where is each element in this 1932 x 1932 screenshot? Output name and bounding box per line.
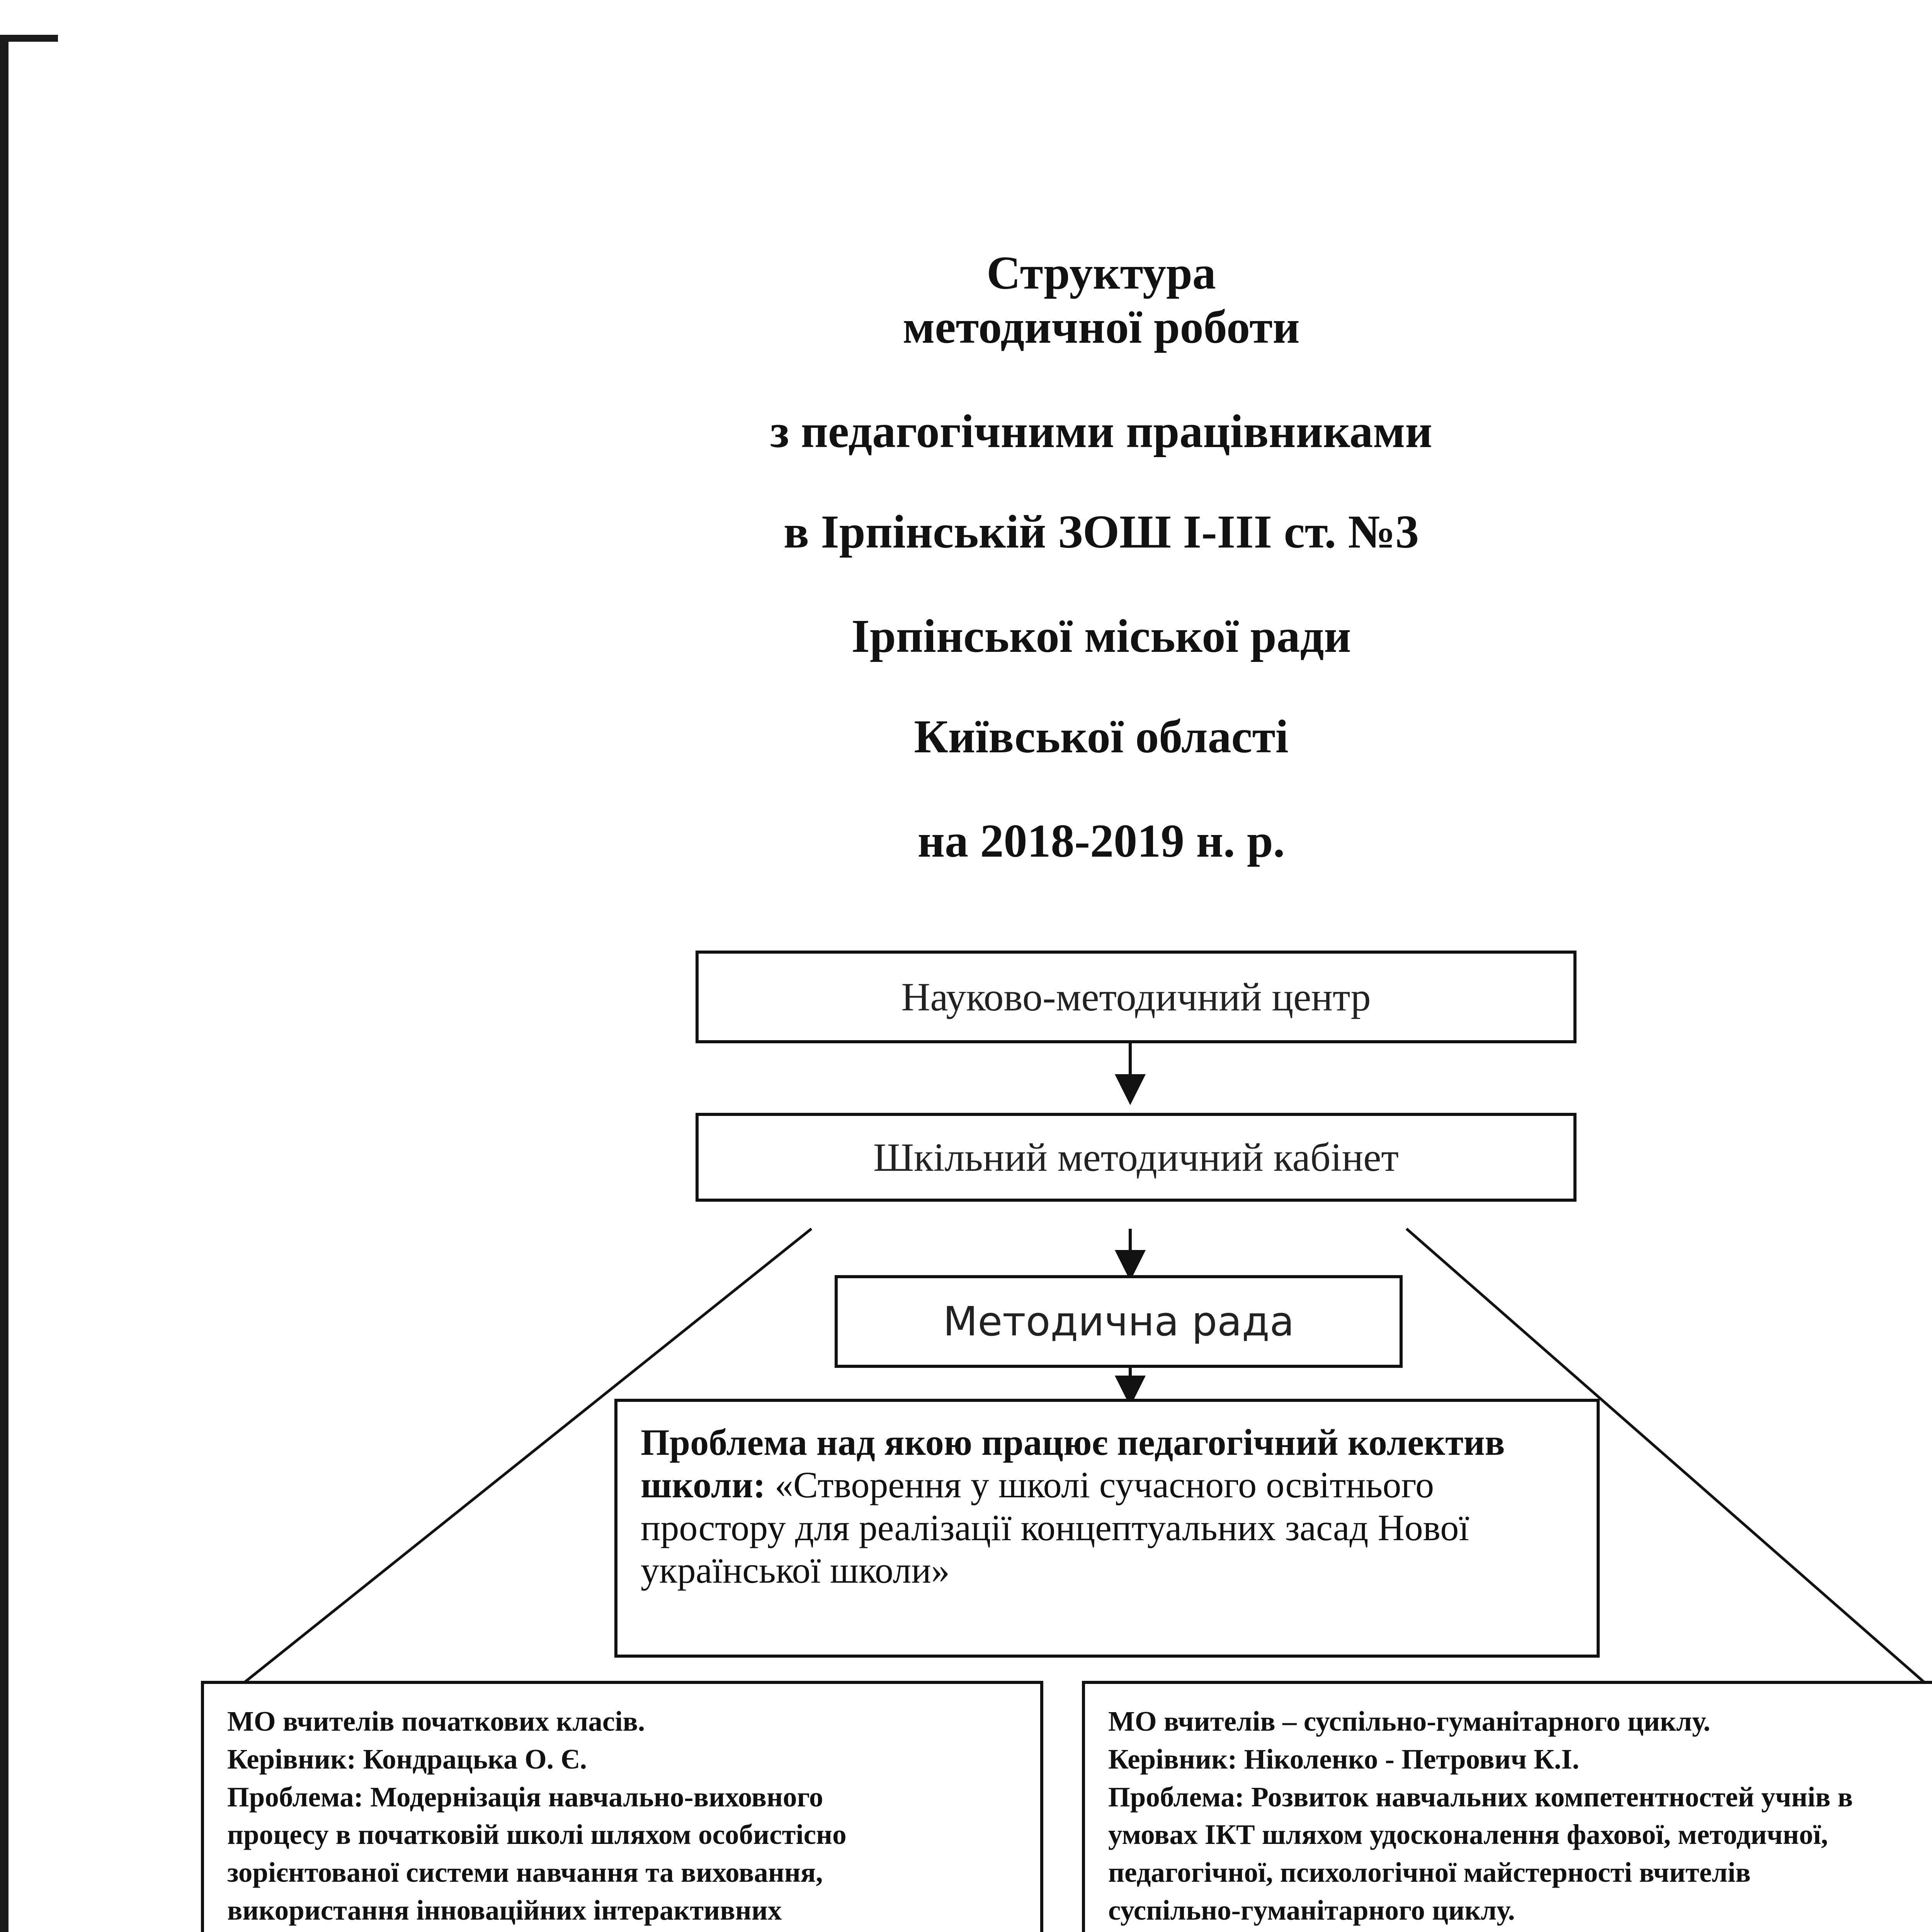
- title-line-5: Ірпінської міської ради: [851, 610, 1351, 662]
- mo-line: суспільно-гуманітарного циклу.: [1108, 1895, 1515, 1926]
- council-label: Методична рада: [943, 1298, 1294, 1345]
- mo-line: зорієнтованої системи навчання та виховання,: [227, 1857, 823, 1888]
- scientific-methodical-center-box: [696, 951, 1577, 1043]
- mo-line: МО вчителів – суспільно-гуманітарного циклу.: [1108, 1706, 1711, 1737]
- title-line-7: на 2018-2019 н. р.: [917, 815, 1285, 867]
- school-methodical-cabinet-box: [696, 1113, 1577, 1202]
- mo-primary-classes-box: [201, 1681, 1043, 1932]
- problem-label: Проблема над якою працює педагогічний колектив школи:: [641, 1422, 1505, 1506]
- title-line-4: в Ірпінській ЗОШ І-ІІІ ст. №3: [783, 506, 1419, 558]
- mo-line: Керівник: Ніколенко - Петрович К.І.: [1108, 1743, 1580, 1775]
- title-line-1: Структура: [986, 247, 1216, 299]
- mo-line: [1108, 1929, 1917, 1932]
- center-label: Науково-методичний центр: [901, 975, 1371, 1019]
- mo-line: педагогічної, психологічної майстерності вчителів: [1108, 1857, 1751, 1888]
- mo-line: використання інноваційних інтерактивних: [227, 1895, 782, 1926]
- school-problem-box: [614, 1399, 1600, 1658]
- mo-line: Проблема: Розвиток навчальних компетентностей учнів в: [1108, 1781, 1853, 1813]
- title-line-6: Київської області: [914, 711, 1289, 763]
- mo-line: умовах ІКТ шляхом удосконалення фахової, методичної,: [1108, 1819, 1828, 1850]
- problem-text: «Створення у школі сучасного освітнього простору для реалізації концептуальних засад Нової української школи»: [641, 1464, 1469, 1591]
- mo-social-humanitarian-box: [1082, 1681, 1932, 1932]
- mo-line: [227, 1929, 1017, 1932]
- methodical-council-box: [835, 1275, 1403, 1368]
- mo-line: МО вчителів початкових класів.: [227, 1706, 645, 1737]
- mo-line: процесу в початковій школі шляхом особистісно: [227, 1819, 847, 1850]
- title-line-3: з педагогічними працівниками: [770, 405, 1432, 457]
- cabinet-label: Шкільний методичний кабінет: [873, 1135, 1399, 1180]
- mo-line: Проблема: Модернізація навчально-виховного: [227, 1781, 823, 1813]
- mo-line: Керівник: Кондрацька О. Є.: [227, 1743, 587, 1775]
- title-line-2: методичної роботи: [903, 301, 1300, 353]
